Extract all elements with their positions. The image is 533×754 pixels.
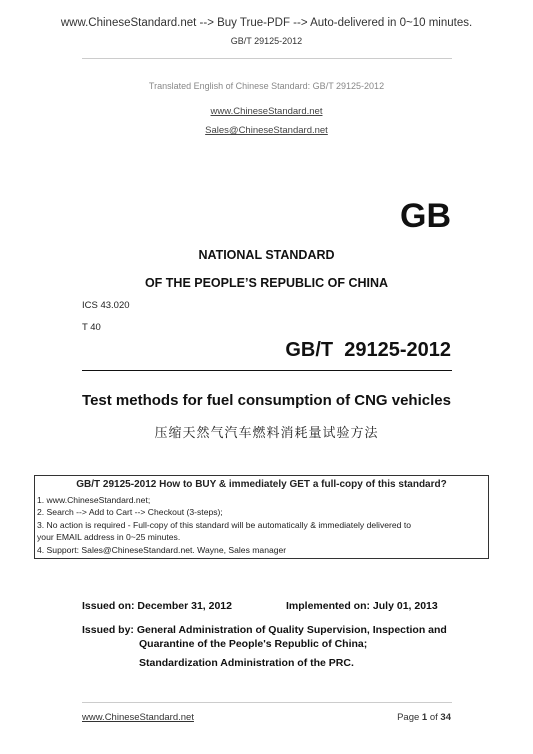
list-item: 3. No action is required - Full-copy of this standard will be automatically & immediately delivered to (37, 519, 411, 530)
issued-on: Issued on: December 31, 2012 (82, 600, 232, 612)
issued-by-line-1: Issued by: General Administration of Quality Supervision, Inspection and (82, 624, 447, 636)
list-item[interactable]: 1. www.ChineseStandard.net; (37, 495, 151, 505)
header-banner: www.ChineseStandard.net --> Buy True-PDF --> Auto-delivered in 0~10 minutes. (60, 17, 473, 29)
email-link-row (0, 120, 533, 138)
standard-number: GB/T 29125-2012 (285, 339, 451, 361)
page-indicator (397, 712, 451, 723)
national-standard-heading: NATIONAL STANDARD (198, 248, 335, 262)
translated-line: Translated English of Chinese Standard: GB/T 29125-2012 (148, 81, 385, 91)
title-english: Test methods for fuel consumption of CNG vehicles (82, 392, 451, 409)
header-doc-code: GB/T 29125-2012 (230, 36, 303, 46)
list-item: your EMAIL address in 0~25 minutes. (37, 532, 181, 543)
page-of: of (427, 712, 441, 723)
implemented-on: Implemented on: July 01, 2013 (286, 600, 438, 612)
website-link[interactable]: www.ChineseStandard.net (210, 106, 323, 117)
gb-mark: GB (400, 197, 451, 235)
page-prefix: Page (397, 712, 422, 723)
title-divider (82, 370, 452, 371)
issued-by-line-3: Standardization Administration of the PRC. (139, 657, 354, 669)
list-item: 2. Search --> Add to Cart --> Checkout (3-steps); (37, 507, 223, 518)
email-link[interactable]: Sales@ChineseStandard.net (205, 125, 328, 136)
purchase-box-title: GB/T 29125-2012 How to BUY & immediately GET a full-copy of this standard? (76, 479, 447, 490)
header-divider (82, 58, 452, 59)
list-item: 4. Support: Sales@ChineseStandard.net. Wayne, Sales manager (37, 544, 287, 555)
page-total: 34 (440, 712, 451, 723)
purchase-steps-list (37, 494, 411, 556)
ics-code: ICS 43.020 (82, 300, 130, 311)
website-link-row (0, 101, 533, 119)
prc-heading: OF THE PEOPLE’S REPUBLIC OF CHINA (144, 276, 389, 290)
issued-by-line-2: Quarantine of the People's Republic of China; (139, 638, 368, 650)
footer-site-link[interactable]: www.ChineseStandard.net (82, 712, 194, 723)
t-code: T 40 (82, 322, 101, 333)
title-chinese: 压缩天然气汽车燃料消耗量试验方法 (154, 426, 379, 441)
footer-divider (82, 702, 452, 703)
purchase-box (34, 475, 489, 559)
page-current: 1 (421, 712, 428, 723)
